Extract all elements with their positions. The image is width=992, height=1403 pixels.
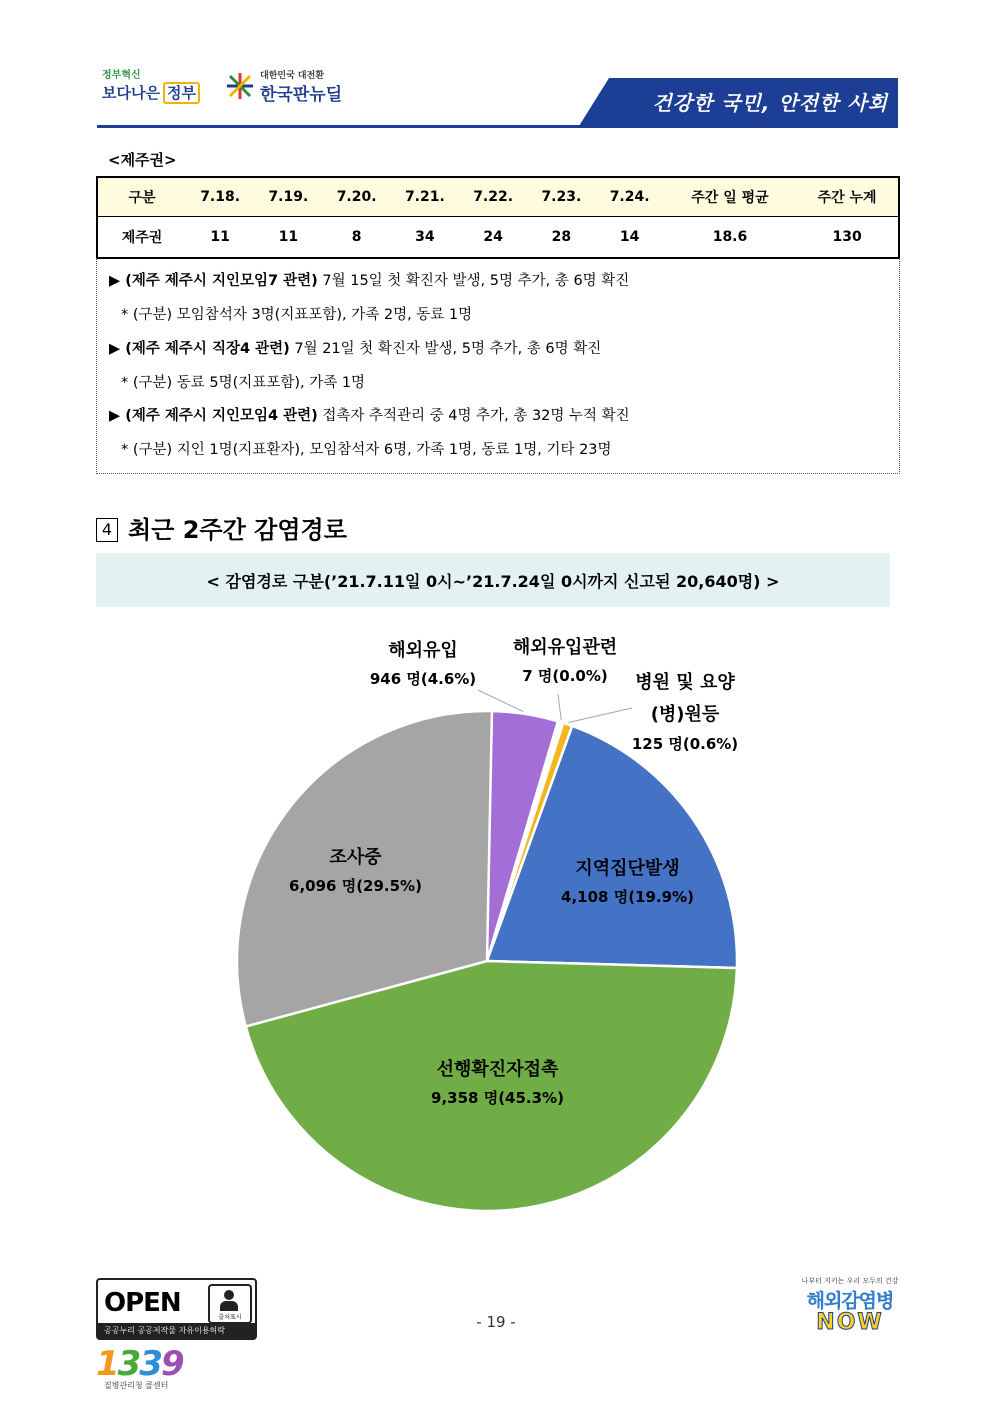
open-text: OPEN [104, 1288, 181, 1318]
header-cell: 7.22. [459, 177, 527, 217]
note-line: ▶ (제주 제주시 지인모임7 관련) 7월 15일 첫 확진자 발생, 5명 추가, 총 6명 확진 [109, 273, 630, 289]
table-cell: 14 [596, 217, 664, 259]
table-cell: 11 [186, 217, 254, 259]
overseas-disease-now-logo: 나부터 지키는 우리 모두의 건강 해외감염병 NOW [801, 1277, 899, 1335]
attribution-icon: 출처표시 [208, 1284, 252, 1324]
table-cell: 8 [323, 217, 391, 259]
header-cell: 7.24. [596, 177, 664, 217]
note-subline: * (구분) 모임참석자 3명(지표포함), 가족 2명, 동료 1명 [121, 307, 473, 323]
table-cell: 28 [527, 217, 595, 259]
header-cell: 구분 [97, 177, 186, 217]
table-cell: 18.6 [664, 217, 796, 259]
section-number: 4 [96, 518, 118, 542]
leader-line [478, 690, 523, 712]
header-cell: 7.18. [186, 177, 254, 217]
region-label: <제주권> [108, 151, 177, 169]
call-center-logo: 1339 질병관리청 콜센터 [96, 1344, 206, 1402]
gov-logo-main: 보다나은 [102, 84, 160, 102]
page-number: - 19 - [476, 1313, 516, 1331]
slice-label-overseas-related: 해외유입관련 7 명(0.0%) [512, 637, 618, 685]
header-cell: 7.21. [391, 177, 459, 217]
table-cell: 제주권 [97, 217, 186, 259]
note-line: ▶ (제주 제주시 지인모임4 관련) 접촉자 추적관리 중 4명 추가, 총 32명 누적 확진 [109, 408, 630, 424]
chart-subtitle: < 감염경로 구분(’21.7.11일 0시~’21.7.24일 0시까지 신고된 20,640명) > [206, 572, 780, 591]
table-cell: 11 [254, 217, 322, 259]
header-cell: 주간 일 평균 [664, 177, 796, 217]
header-cell: 7.20. [323, 177, 391, 217]
header-cell: 7.23. [527, 177, 595, 217]
open-license-text: 공공누리 공공저작물 자유이용허락 [98, 1323, 255, 1338]
call-center-caption: 질병관리청 콜센터 [104, 1381, 169, 1390]
slice-label-prior-contact: 선행확진자접촉 9,358 명(45.3%) [431, 1059, 564, 1107]
slice-label-local-cluster: 지역집단발생 4,108 명(19.9%) [561, 858, 694, 906]
header-cell: 7.19. [254, 177, 322, 217]
gov-logo-top: 정부혁신 [102, 70, 141, 81]
table-cell: 24 [459, 217, 527, 259]
new-deal-top: 대한민국 대전환 [260, 71, 324, 81]
note-subline: * (구분) 동료 5명(지표포함), 가족 1명 [121, 375, 366, 391]
note-subline: * (구분) 지인 1명(지표환자), 모임참석자 6명, 가족 1명, 동료 1명, 기타 23명 [121, 442, 612, 458]
slice-label-under-investigation: 조사중 6,096 명(29.5%) [289, 847, 422, 895]
note-line: ▶ (제주 제주시 직장4 관련) 7월 21일 첫 확진자 발생, 5명 추가, 총 6명 확진 [109, 341, 602, 357]
gov-logo-box: 정부 [163, 82, 200, 104]
section-title: 최근 2주간 감염경로 [128, 516, 347, 544]
slice-label-hospital: 병원 및 요양(병)원등 125 명(0.6%) [631, 672, 739, 753]
slogan-text: 건강한 국민, 안전한 사회 [652, 91, 888, 115]
slice-label-overseas: 해외유입 946 명(4.6%) [369, 640, 477, 688]
table-cell: 130 [796, 217, 899, 259]
new-deal-main: 한국판뉴딜 [260, 85, 343, 105]
header-cell: 주간 누계 [796, 177, 899, 217]
table-cell: 34 [391, 217, 459, 259]
leader-line [558, 694, 561, 720]
